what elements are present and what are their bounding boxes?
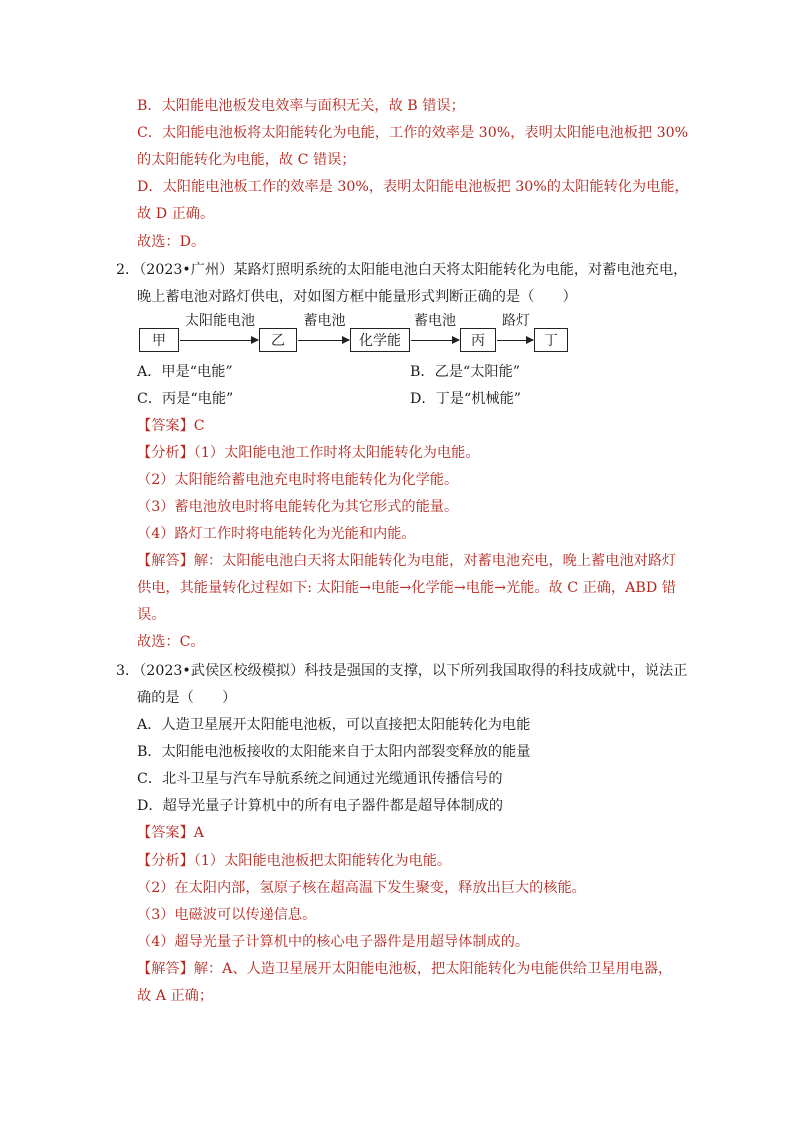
diagram-arrow-3	[411, 340, 459, 341]
q1-option-d-explanation: D．太阳能电池板工作的效率是 30%，表明太阳能电池板把 30%的太阳能转化为电能，	[137, 179, 689, 195]
diagram-arrow-label-battery-2: 蓄电池	[414, 313, 456, 329]
q2-analysis-2: （2）太阳能给蓄电池充电时将电能转化为化学能。	[137, 472, 459, 488]
diagram-arrow-1	[180, 340, 258, 341]
diagram-arrow-label-battery-1: 蓄电池	[303, 313, 346, 329]
diagram-arrow-label-solar-cell: 太阳能电池	[185, 313, 255, 329]
q2-analysis-1	[137, 443, 479, 463]
diagram-box-jia: 甲	[139, 328, 179, 352]
q3-stem-cont: 确的是（ ）	[137, 690, 237, 706]
q3-solution-1-text: 解：A、人造卫星展开太阳能电池板，把太阳能转化为电能供给卫星用电器，	[193, 961, 673, 977]
q1-option-c-explanation: C．太阳能电池板将太阳能转化为电能，工作的效率是 30%，表明太阳能电池板把 30%	[137, 125, 689, 141]
q2-solution-3: 误。	[137, 607, 166, 623]
q1-final-choice: 故选：D。	[137, 234, 206, 250]
q2-answer	[137, 416, 205, 436]
q2-stem-cont: 晚上蓄电池对路灯供电，对如图方框中能量形式判断正确的是（ ）	[137, 289, 577, 305]
q3-analysis-3: （3）电磁波可以传递信息。	[137, 907, 317, 923]
q2-option-b: B．乙是“太阳能”	[410, 364, 521, 380]
q3-option-d: D．超导光量子计算机中的所有电子器件都是超导体制成的	[137, 798, 504, 814]
diagram-box-yi: 乙	[259, 328, 297, 352]
q2-stem: 2．（2023•广州）某路灯照明系统的太阳能电池白天将太阳能转化为电能，对蓄电池充电，	[116, 262, 688, 278]
q3-option-b: B．太阳能电池板接收的太阳能来自于太阳内部裂变释放的能量	[137, 744, 531, 760]
q1-option-d-explanation-cont: 故 D 正确。	[137, 206, 215, 222]
q3-analysis-2: （2）在太阳内部，氢原子核在超高温下发生聚变，释放出巨大的核能。	[137, 880, 586, 896]
q2-solution-1-text: 解：太阳能电池白天将太阳能转化为电能，对蓄电池充电，晚上蓄电池对路灯	[193, 553, 677, 569]
q1-option-c-explanation-cont: 的太阳能转化为电能，故 C 错误；	[137, 152, 356, 168]
q3-answer	[137, 823, 204, 843]
diagram-box-ding: 丁	[534, 328, 568, 352]
q2-option-c: C．丙是“电能”	[137, 391, 234, 407]
q3-solution-1	[137, 959, 672, 979]
q2-solution-tag: 【解答】	[137, 553, 194, 569]
diagram-box-chemical-energy: 化学能	[350, 328, 410, 352]
q3-stem: 3．（2023•武侯区校级模拟）科技是强国的支撑，以下所列我国取得的科技成就中，说法正	[116, 663, 688, 679]
q2-final-choice: 故选：C。	[137, 634, 205, 650]
q2-solution-1	[137, 551, 676, 571]
diagram-arrow-label-streetlight: 路灯	[502, 313, 530, 329]
q2-analysis-3: （3）蓄电池放电时将电能转化为其它形式的能量。	[137, 499, 459, 515]
q3-analysis-1	[137, 851, 451, 871]
q3-option-c: C．北斗卫星与汽车导航系统之间通过光缆通讯传播信号的	[137, 771, 503, 787]
q3-analysis-4: （4）超导光量子计算机中的核心电子器件是用超导体制成的。	[137, 934, 530, 950]
q3-solution-tag: 【解答】	[137, 961, 194, 977]
diagram-box-bing: 丙	[460, 328, 496, 352]
q2-analysis-tag: 【分析】	[137, 445, 194, 461]
q3-option-a: A．人造卫星展开太阳能电池板，可以直接把太阳能转化为电能	[137, 717, 531, 733]
q2-analysis-4: （4）路灯工作时将电能转化为光能和内能。	[137, 526, 416, 542]
q3-analysis-1-text: （1）太阳能电池板把太阳能转化为电能。	[193, 853, 452, 869]
q3-answer-value: A	[193, 825, 205, 841]
q3-answer-tag: 【答案】	[137, 825, 194, 841]
q2-analysis-1-text: （1）太阳能电池工作时将太阳能转化为电能。	[193, 445, 480, 461]
diagram-arrow-2	[298, 340, 349, 341]
q2-answer-value: C	[193, 418, 205, 434]
q3-analysis-tag: 【分析】	[137, 853, 194, 869]
q2-option-d: D．丁是“机械能”	[410, 391, 522, 407]
diagram-arrow-4	[497, 340, 533, 341]
q1-option-b-explanation: B．太阳能电池板发电效率与面积无关，故 B 错误；	[137, 98, 465, 114]
q2-option-a: A．甲是“电能”	[137, 364, 233, 380]
q3-solution-2: 故 A 正确；	[137, 988, 214, 1004]
q2-answer-tag: 【答案】	[137, 418, 194, 434]
q2-solution-2: 供电，其能量转化过程如下: 太阳能→电能→化学能→电能→光能。故 C 正确，ABD 错	[137, 580, 676, 596]
